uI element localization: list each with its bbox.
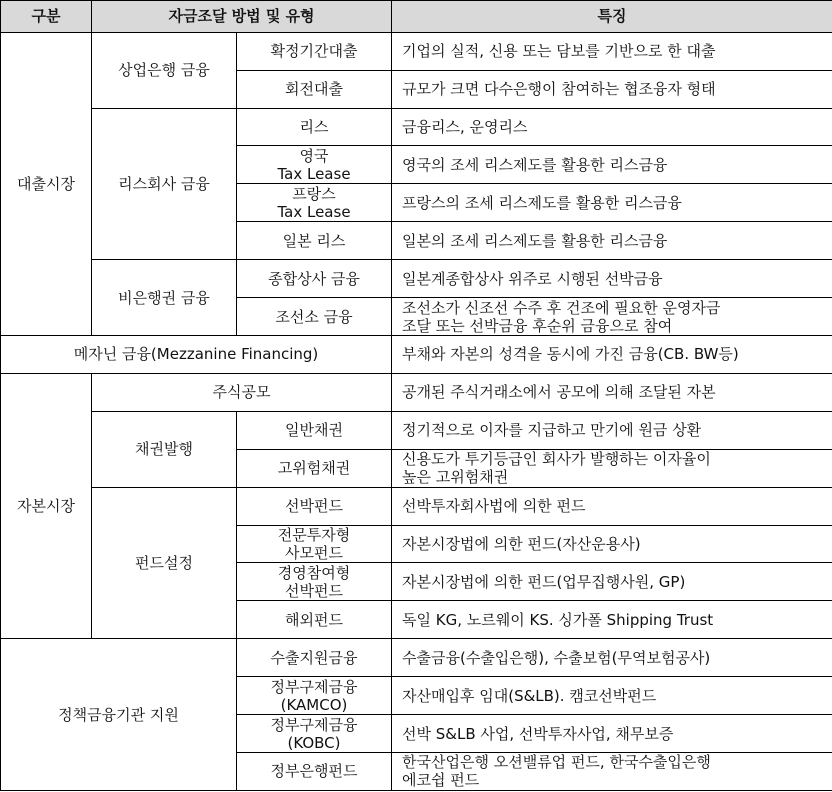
method-name: 고위험채권 bbox=[237, 449, 392, 487]
method-name-line1: 전문투자형 bbox=[277, 525, 351, 544]
method-desc bbox=[392, 449, 832, 487]
method-name-line2: 선박펀드 bbox=[285, 581, 343, 600]
method-name-line1: 영국 bbox=[299, 146, 329, 165]
method-desc bbox=[392, 298, 832, 336]
non-bank-label: 비은행권 금융 bbox=[92, 260, 237, 336]
method-desc-line2: 높은 고위험채권 bbox=[402, 468, 509, 487]
loan-market-label: 대출시장 bbox=[1, 32, 92, 335]
method-desc: 규모가 크면 다수은행이 참여하는 협조융자 형태 bbox=[392, 70, 832, 108]
method-name: 해외펀드 bbox=[237, 601, 392, 639]
ipo-label: 주식공모 bbox=[92, 373, 392, 411]
method-name: 일반채권 bbox=[237, 411, 392, 449]
method-desc-line2: 조달 또는 선박금융 후순위 금융으로 참여 bbox=[402, 316, 673, 335]
method-desc: 자산매입후 임대(S&LB). 캠코선박펀드 bbox=[392, 677, 832, 715]
leasing-label: 리스회사 금융 bbox=[92, 108, 237, 260]
method-desc: 기업의 실적, 신용 또는 담보를 기반으로 한 대출 bbox=[392, 32, 832, 70]
method-desc: 수출금융(수출입은행), 수출보험(무역보험공사) bbox=[392, 639, 832, 677]
method-name bbox=[237, 715, 392, 753]
method-name-line1: 경영참여형 bbox=[277, 563, 351, 582]
method-desc bbox=[392, 752, 832, 790]
method-name: 확정기간대출 bbox=[237, 32, 392, 70]
method-name: 일본 리스 bbox=[237, 222, 392, 260]
method-desc: 일본계종합상사 위주로 시행된 선박금융 bbox=[392, 260, 832, 298]
method-desc: 선박 S&LB 사업, 선박투자사업, 채무보증 bbox=[392, 715, 832, 753]
method-desc-line1: 조선소가 신조선 수주 후 건조에 필요한 운영자금 bbox=[402, 298, 721, 317]
table-row bbox=[1, 411, 832, 449]
header-row bbox=[1, 1, 832, 33]
method-desc: 프랑스의 조세 리스제도를 활용한 리스금융 bbox=[392, 184, 832, 222]
method-name-line2: 사모펀드 bbox=[285, 543, 343, 562]
method-desc-line1: 한국산업은행 오션밸류업 펀드, 한국수출입은행 bbox=[402, 753, 711, 772]
method-name: 정부은행펀드 bbox=[237, 752, 392, 790]
method-desc: 금융리스, 운영리스 bbox=[392, 108, 832, 146]
method-desc: 자본시장법에 의한 펀드(자산운용사) bbox=[392, 525, 832, 563]
method-name bbox=[237, 146, 392, 184]
fund-label: 펀드설정 bbox=[92, 487, 237, 639]
header-category: 구분 bbox=[1, 1, 92, 33]
method-name-line2: (KAMCO) bbox=[280, 695, 348, 714]
mezzanine-label: 메자닌 금융(Mezzanine Financing) bbox=[1, 336, 392, 374]
method-name bbox=[237, 563, 392, 601]
table-row bbox=[1, 639, 832, 677]
method-name-line2: (KOBC) bbox=[287, 733, 341, 752]
method-name: 조선소 금융 bbox=[237, 298, 392, 336]
method-desc: 선박투자회사법에 의한 펀드 bbox=[392, 487, 832, 525]
capital-market-label: 자본시장 bbox=[1, 373, 92, 638]
commercial-bank-label: 상업은행 금융 bbox=[92, 32, 237, 108]
table-row bbox=[1, 373, 832, 411]
method-name-line1: 프랑스 bbox=[292, 184, 336, 203]
table-row bbox=[1, 32, 832, 70]
method-name-line2: Tax Lease bbox=[277, 202, 351, 221]
header-method: 자금조달 방법 및 유형 bbox=[92, 1, 392, 33]
method-desc: 일본의 조세 리스제도를 활용한 리스금융 bbox=[392, 222, 832, 260]
method-name-line1: 정부구제금융 bbox=[270, 715, 358, 734]
method-name: 선박펀드 bbox=[237, 487, 392, 525]
method-name bbox=[237, 525, 392, 563]
method-desc: 공개된 주식거래소에서 공모에 의해 조달된 자본 bbox=[392, 373, 832, 411]
method-name: 리스 bbox=[237, 108, 392, 146]
method-name: 종합상사 금융 bbox=[237, 260, 392, 298]
method-name-line1: 정부구제금융 bbox=[270, 677, 358, 696]
method-desc-line2: 에코쉽 펀드 bbox=[402, 771, 480, 790]
method-name-line2: Tax Lease bbox=[277, 164, 351, 183]
table-row bbox=[1, 336, 832, 374]
method-desc: 정기적으로 이자를 지급하고 만기에 원금 상환 bbox=[392, 411, 832, 449]
method-desc-line1: 신용도가 투기등급인 회사가 발행하는 이자율이 bbox=[402, 450, 711, 469]
method-desc: 자본시장법에 의한 펀드(업무집행사원, GP) bbox=[392, 563, 832, 601]
policy-label: 정책금융기관 지원 bbox=[1, 639, 237, 791]
method-desc: 영국의 조세 리스제도를 활용한 리스금융 bbox=[392, 146, 832, 184]
method-desc: 독일 KG, 노르웨이 KS. 싱가폴 Shipping Trust bbox=[392, 601, 832, 639]
method-name bbox=[237, 184, 392, 222]
bond-label: 채권발행 bbox=[92, 411, 237, 487]
method-desc: 부채와 자본의 성격을 동시에 가진 금융(CB. BW등) bbox=[392, 336, 832, 374]
table-row bbox=[1, 487, 832, 525]
method-name: 수출지원금융 bbox=[237, 639, 392, 677]
header-feature: 특징 bbox=[392, 1, 832, 33]
method-name: 회전대출 bbox=[237, 70, 392, 108]
method-name bbox=[237, 677, 392, 715]
table-row bbox=[1, 260, 832, 298]
table-row bbox=[1, 108, 832, 146]
